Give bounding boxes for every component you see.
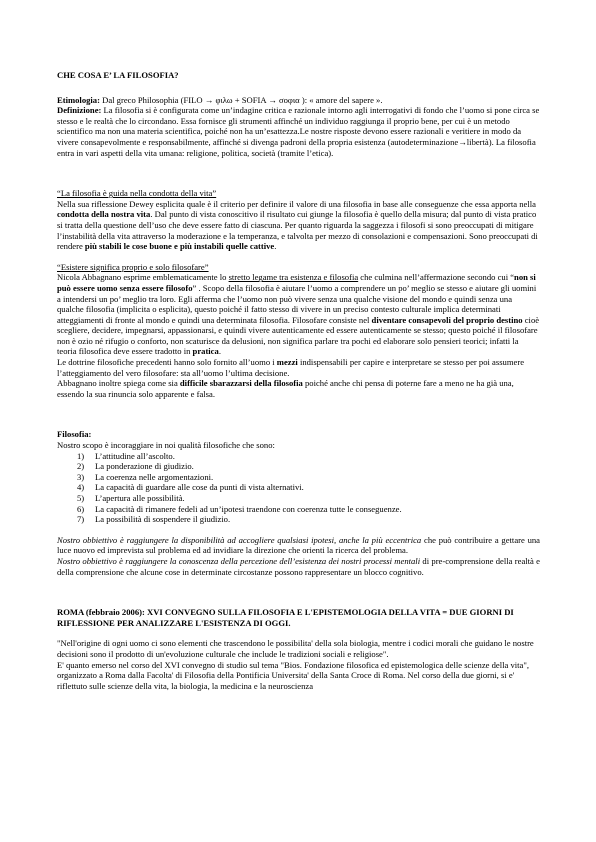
list-item [77, 503, 540, 515]
abbagnano-text-1: Nicola Abbagnano esprime emblematicamente lo [57, 272, 229, 283]
dewey-paragraph [57, 199, 540, 252]
list-text: La possibilità di sospendere il giudizio. [95, 514, 231, 525]
abbagnano-paragraph-2 [57, 357, 540, 378]
abbagnano-p3-text-2: poiché anche chi pensa di poterne fare a meno ne ha già una, essendo la sua rinuncia solo apparente e falsa. [57, 378, 514, 399]
objective-paragraph-1 [57, 535, 540, 556]
abbagnano-p2-text-2: indispensabili per capire e interpretare se stesso per poi assumere l’atteggiamento del vero filosofare: sta all’uomo l’ultima decisione. [57, 357, 525, 378]
definition-label: Definizione: [57, 105, 102, 116]
list-text: La capacità di rimanere fedeli ad un’ipotesi traendone con coerenza tutte le conseguenze. [95, 503, 402, 514]
list-number: 2) [77, 461, 85, 472]
etymology-paragraph [57, 95, 540, 106]
list-number: 3) [77, 471, 85, 482]
list-number: 5) [77, 493, 85, 503]
dewey-text-3: . [274, 241, 277, 252]
list-item [77, 482, 540, 493]
abbagnano-underline-1: stretto legame tra esistenza e filosofia [228, 272, 359, 283]
list-number: 6) [77, 503, 85, 514]
list-text: L’apertura alle possibilità. [95, 493, 185, 503]
filosofia-label: Filosofia: [57, 429, 92, 440]
abbagnano-text-2: che culmina nell’affermazione secondo cui “ [358, 272, 515, 283]
roma-paragraph-1: "Nell'origine di ogni uomo ci sono elementi che trascendono le possibilita' della sola biologia, mentre i codici morali che guidano le nostre decisioni sono il prodotto di un'evoluzione culturale che include le tradizioni sociali e religiose". [57, 638, 534, 659]
abbagnano-p3-bold: difficile sbarazzarsi della filosofia [179, 378, 303, 389]
definition-text: La filosofia si è configurata come un’indagine critica e razionale intorno agli interrogativi di fondo che l’uomo si pone circa se stesso e le realtà che lo circondano. Essa fornisce gli strumenti affinché un individuo raggiunga il proprio bene, per cui è un metodo scientifico ma non una materia scientifica, poiché non ha un’esattezza.Le nostre risposte devono essere razionali e veritiere in modo da vivere consapevolmente e responsabilmente, affinché si divenga padroni della propria esistenza (autodeterminazione→libertà). La filosofia entra in vari aspetti della vita umana: religione, politica, società (tramite l’etica). [57, 105, 540, 158]
document-page [57, 70, 540, 691]
dewey-text-1: Nella sua riflessione Dewey esplicita quale è il criterio per definire il valore di una filosofia in base alle conseguenze che essa apporta nella [57, 198, 536, 209]
qualities-list [57, 451, 540, 525]
abbagnano-paragraph-1 [57, 272, 540, 357]
list-text: L’attitudine all’ascolto. [95, 450, 175, 461]
abbagnano-text-4: cioè scegliere, decidere, impegnarsi, appassionarsi, e quindi vivere autenticamente ed essere autenticamente se stesso; questo poiché il filosofare non è ozio né rifugio o conforto, non scaturisce da delusioni, non significa parlare tra pochi ed elaborare solo pensieri teorici; infatti la teoria filosofica deve essere tradotto in [57, 314, 540, 357]
page-title: CHE COSA E’ LA FILOSOFIA? [57, 70, 179, 80]
abbagnano-paragraph-3 [57, 378, 540, 399]
abbagnano-text-5: . [218, 346, 221, 357]
objective-1-text: che può contribuire a gettare una luce nuovo ed imprevista sul problema ed ad invidiare la direzione che orienti la ricerca del problema. [57, 534, 540, 556]
dewey-text-2: . Dal punto di vista conoscitivo il risultato cui giunge la filosofia è quello della misura; dal punto di vista pratico si tratta della questione dell’uso che deve essere fatto di ciascuna. Per quanto riguarda la saggezza i filosofi si sono preoccupati di mitigare l’instabilità della vita attraverso la moderazione e la temperanza, e talvolta per mezzo di consolazioni e compensazioni. Sono preoccupati di rendere [57, 209, 538, 252]
objective-2-text: di pre-comprensione della realtà e della comprensione che alcune cose in determinate circostanze possono rappresentare un blocco cognitivo. [57, 555, 540, 577]
list-item [77, 493, 540, 504]
list-item [77, 471, 540, 483]
dewey-bold-1: condotta della nostra vita [57, 209, 151, 220]
dewey-title: “La filosofia è guida nella condotta della vita” [57, 188, 217, 199]
objective-1-italic: Nostro obbiettivo è raggiungere la disponibilità ad accogliere qualsiasi ipotesi, anche la più eccentrica [57, 534, 422, 545]
abbagnano-text-3: ” . Scopo della filosofia è aiutare l’uomo a comprendere un po’ meglio se stesso e aiutare gli uomini a intendersi un po’ meglio tra loro. Egli afferma che l’uomo non può vivere senza una qualche visione del mondo e quindi senza una qualche filosofia (implicita o esplicita), questo poiché il fatto stesso di vivere in un preciso contesto culturale implica determinati atteggiamenti di fronte al mondo e quindi una determinata filosofia. Filosofare consiste nel [57, 282, 537, 325]
list-number: 4) [77, 482, 85, 493]
abbagnano-bold-3: pratica [192, 346, 219, 357]
dewey-bold-2: più stabili le cose buone e più instabili quelle cattive [84, 241, 275, 252]
list-text: La capacità di guardare alle cose da punti di vista alternativi. [95, 482, 304, 493]
abbagnano-p3-text-1: Abbagnano inoltre spiega come sia [57, 378, 180, 389]
objective-paragraph-2 [57, 556, 540, 577]
roma-paragraph-2: E' quanto emerso nel corso del XVI convegno di studio sul tema "Bios. Fondazione filosofica ed epistemologica delle scienze della vita", organizzato a Roma dalla Facolta' di Filosofia della Pontificia Universita' della Santa Croce di Roma. Nel corso della due giorni, si e' riflettuto sulle scienze della vita, la biologia, la medicina e la neuroscienza [57, 659, 530, 691]
list-text: La ponderazione di giudizio. [95, 461, 194, 472]
definition-paragraph [57, 105, 540, 158]
filosofia-intro: Nostro scopo è incoraggiare in noi qualità filosofiche che sono: [57, 440, 275, 451]
list-number: 7) [77, 514, 85, 525]
list-item [77, 514, 540, 525]
abbagnano-title: “Esistere significa proprio e solo filosofare” [57, 261, 209, 272]
list-item [77, 461, 540, 472]
etymology-text: Dal greco Philosophia (FILO → φιλω + SOFIA → σοφια ): « amore del sapere ». [99, 94, 383, 105]
abbagnano-bold-2: diventare consapevoli del proprio destino [371, 314, 523, 325]
list-item [77, 450, 540, 462]
abbagnano-bold-1: non si può essere uomo senza essere filosofo [57, 272, 536, 293]
list-text: La coerenza nelle argomentazioni. [95, 471, 214, 482]
objective-2-italic: Nostro obbiettivo è raggiungere la conoscenza della percezione dell’esistenza dei nostri processi mentali [57, 555, 421, 566]
abbagnano-p2-text-1: Le dottrine filosofiche precedenti hanno solo fornito all’uomo i [57, 357, 277, 368]
list-number: 1) [77, 450, 85, 461]
abbagnano-p2-bold: mezzi [276, 357, 298, 368]
roma-title: ROMA (febbraio 2006): XVI CONVEGNO SULLA FILOSOFIA E L'EPISTEMOLOGIA DELLA VITA = DUE GIORNI DI RIFLESSIONE PER ANALIZZARE L'ESISTENZA DI OGGI. [57, 607, 514, 628]
etymology-label: Etimologia: [57, 94, 100, 105]
